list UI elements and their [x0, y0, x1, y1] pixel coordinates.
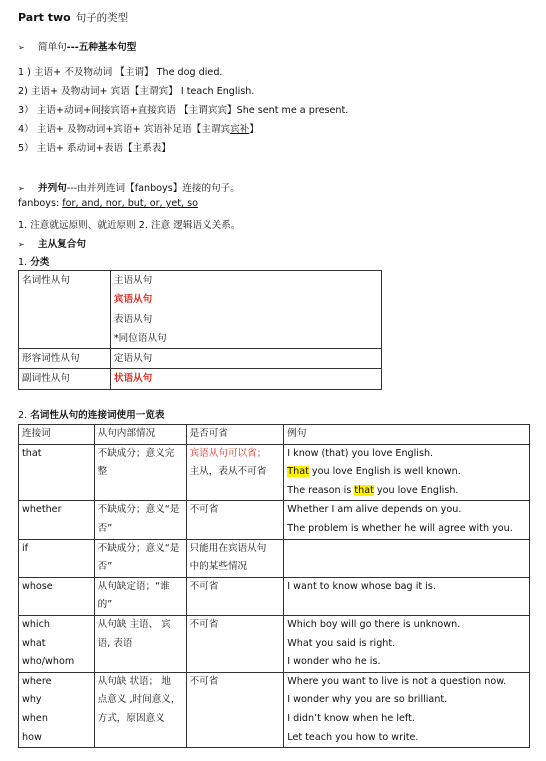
example-sentence: What you said is right. — [287, 637, 396, 649]
table-cell — [19, 501, 95, 539]
example-sentence: I didn’t know when he left. — [287, 712, 415, 724]
table-row — [19, 271, 382, 349]
inner-info: 语, 表语 — [97, 637, 133, 649]
fanboys-label: fanboys: — [18, 198, 63, 209]
arrow-bullet-icon: ➢ — [18, 184, 25, 193]
table-cell — [19, 539, 95, 577]
simple-item-4-text: 4） 主语+ 及物动词+宾语+ 宾语补足语【主谓宾 — [18, 124, 231, 135]
classification-table — [18, 270, 382, 390]
example-sentence — [287, 482, 526, 501]
compound-heading-sub: ---由并列连词【fanboys】连接的句子。 — [66, 183, 240, 194]
highlighted-word: that — [354, 484, 374, 496]
adverbial-clause-label: 副词性从句 — [22, 373, 70, 385]
table-cell — [284, 577, 530, 615]
highlighted-word: That — [287, 466, 309, 478]
example-sentence: I wonder who he is. — [287, 656, 381, 668]
example-sentence: I want to know whose bag it is. — [287, 580, 436, 592]
inner-info: 不缺成分；意义“是 — [97, 542, 180, 554]
compound-heading — [18, 180, 240, 194]
table-cell — [284, 444, 530, 501]
inner-info: 从句缺 主语、 宾 — [97, 618, 171, 630]
attributive-clause: 定语从句 — [113, 353, 153, 365]
fanboys-value: for, and, nor, but, or, yet, so — [62, 198, 198, 209]
table-row — [19, 444, 530, 501]
table-cell — [94, 444, 186, 501]
object-clause: 宾语从句 — [113, 294, 153, 306]
arrow-bullet-icon: ➢ — [18, 240, 25, 249]
table-cell — [186, 444, 284, 501]
example-sentence: The problem is whether he will agree with you. — [287, 522, 513, 534]
table-row — [19, 349, 382, 369]
column-header: 从句内部情况 — [94, 425, 186, 445]
table-row — [19, 577, 530, 615]
inner-info: 不缺成分；意义“是 — [97, 504, 180, 516]
table-cell — [19, 444, 95, 501]
table-cell — [19, 615, 95, 672]
example-sentence — [287, 463, 526, 482]
table-cell — [94, 672, 186, 747]
conjunction-heading-label: 名词性从句的连接词使用一览表 — [30, 410, 165, 421]
inner-info: 否” — [97, 561, 113, 573]
conjunction-word: which — [22, 618, 50, 630]
arrow-bullet-icon: ➢ — [18, 43, 25, 52]
conjunction-word: how — [22, 731, 42, 743]
fanboys-line — [18, 198, 198, 209]
table-row — [19, 615, 530, 672]
inner-info: 方式，原因意义 — [97, 712, 165, 724]
omit-info: 中的某些情况 — [189, 561, 248, 573]
table-cell — [284, 615, 530, 672]
title-chinese: 句子的类型 — [75, 12, 129, 24]
omit-info: 不可省 — [189, 675, 219, 687]
omit-info: 宾语从句可以省； — [189, 447, 267, 459]
noun-clause-label: 名词性从句 — [22, 275, 70, 286]
classification-number: 1. — [18, 257, 31, 268]
omit-info: 不可省 — [189, 504, 219, 516]
example-sentence: Let teach you how to write. — [287, 731, 419, 743]
complex-heading-label: 主从复合句 — [38, 239, 86, 250]
table-cell — [19, 349, 111, 369]
predicative-clause: 表语从句 — [113, 313, 153, 325]
table-cell — [284, 501, 530, 539]
appositive-clause: *同位语从句 — [113, 332, 167, 344]
conjunction-word: why — [22, 694, 42, 706]
conjunction-word: whose — [22, 580, 53, 592]
conjunction-word: what — [22, 637, 46, 649]
subject-clause: 主语从句 — [113, 275, 153, 286]
conjunction-word: whether — [22, 504, 62, 516]
inner-info: 不缺成分；意义完 — [97, 447, 175, 459]
table-header-row — [19, 425, 530, 445]
table-row — [19, 501, 530, 539]
simple-sentence-heading — [18, 39, 136, 53]
complex-heading — [18, 236, 86, 250]
inner-info: 从句缺定语；“谁 — [97, 580, 170, 592]
adverbial-clause: 状语从句 — [113, 373, 153, 385]
classification-heading — [18, 254, 49, 268]
omit-info: 主从，表从不可省 — [189, 466, 267, 478]
omit-info: 不可省 — [189, 580, 219, 592]
compound-heading-label: 并列句 — [38, 183, 67, 194]
table-cell — [284, 539, 530, 577]
table-cell — [186, 577, 284, 615]
example-sentence: I know (that) you love English. — [287, 447, 434, 459]
table-cell — [94, 615, 186, 672]
simple-heading-sub: ---五种基本句型 — [66, 42, 137, 53]
table-cell — [186, 672, 284, 747]
conjunction-heading-number: 2. — [18, 410, 31, 421]
table-row — [19, 672, 530, 747]
adjective-clause-label: 形容词性从句 — [22, 353, 80, 365]
omit-info: 不可省 — [189, 618, 219, 630]
example-text: you love English. — [373, 484, 459, 496]
table-cell — [186, 615, 284, 672]
table-cell — [94, 501, 186, 539]
table-cell — [19, 577, 95, 615]
example-sentence: Which boy will go there is unknown. — [287, 618, 461, 630]
example-sentence: Where you want to live is not a question now. — [287, 675, 507, 687]
table-cell — [19, 672, 95, 747]
table-cell — [186, 501, 284, 539]
example-text: you love English is well known. — [308, 466, 461, 478]
simple-item-1: 1 ) 主语+ 不及物动词 【主谓】 The dog died. — [18, 67, 223, 78]
conjunction-word: when — [22, 712, 48, 724]
inner-info: 点意义 ,时间意义， — [97, 694, 181, 706]
table-cell — [94, 539, 186, 577]
simple-item-3: 3） 主语+动词+间接宾语+直接宾语 【主谓宾宾】She sent me a present. — [18, 105, 349, 116]
simple-item-4-underlined: 宾补 — [230, 124, 250, 135]
example-sentence: Whether I am alive depends on you. — [287, 504, 462, 516]
simple-item-5: 5） 主语+ 系动词+表语【主系表】 — [18, 143, 171, 154]
page-title — [18, 10, 128, 25]
example-text: The reason is — [287, 484, 355, 496]
omit-info: 只能用在宾语从句 — [189, 542, 267, 554]
table-cell — [19, 369, 111, 389]
inner-info: 从句缺 状语； 地 — [97, 675, 171, 687]
table-cell — [94, 577, 186, 615]
table-cell — [110, 349, 381, 369]
table-row — [19, 539, 530, 577]
title-english: Part two — [18, 11, 71, 24]
table-cell — [19, 271, 111, 349]
inner-info: 整 — [97, 466, 108, 478]
conjunction-word: if — [22, 542, 29, 554]
example-sentence: I wonder why you are so brilliant. — [287, 694, 448, 706]
table-cell — [284, 672, 530, 747]
column-header: 是否可省 — [186, 425, 284, 445]
conjunction-table-heading — [18, 407, 165, 421]
conjunction-word: who/whom — [22, 656, 75, 668]
compound-note: 1. 注意就远原则、就近原则 2. 注意 逻辑语义关系。 — [18, 220, 241, 231]
table-row — [19, 369, 382, 389]
simple-item-2: 2) 主语+ 及物动词+ 宾语【主谓宾】 I teach English. — [18, 86, 255, 97]
conjunction-word: where — [22, 675, 52, 687]
table-cell — [186, 539, 284, 577]
conjunction-word: that — [22, 447, 42, 459]
column-header: 连接词 — [19, 425, 95, 445]
table-cell — [110, 369, 381, 389]
inner-info: 否” — [97, 522, 113, 534]
table-cell — [110, 271, 381, 349]
simple-item-4-end: 】 — [249, 124, 259, 135]
inner-info: 的” — [97, 599, 113, 611]
simple-heading-label: 简单句 — [38, 42, 67, 53]
column-header: 例句 — [284, 425, 530, 445]
classification-label: 分类 — [30, 257, 50, 268]
conjunction-table — [18, 424, 530, 748]
simple-item-4 — [18, 121, 259, 135]
